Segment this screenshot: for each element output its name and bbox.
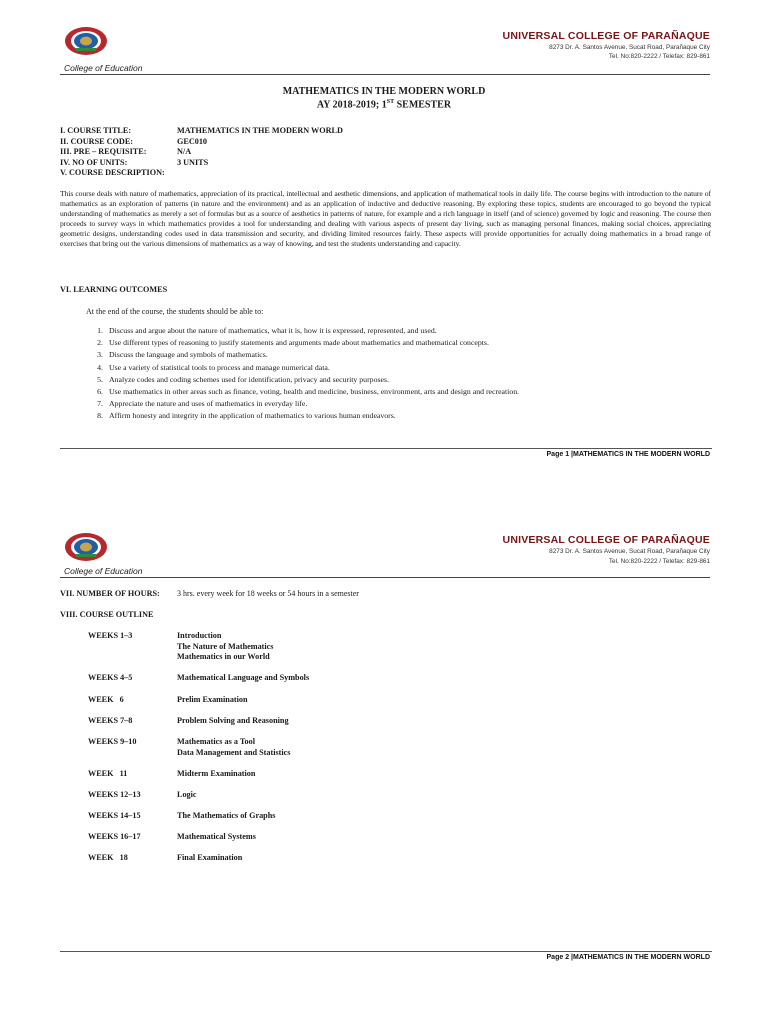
semester-label: SEMESTER — [394, 99, 452, 111]
topic: Final Examination — [177, 853, 243, 862]
academic-year: AY 2018-2019; 1 — [316, 99, 387, 111]
course-info-row — [60, 158, 343, 169]
weeks-label: WEEK 18 — [88, 853, 128, 862]
topics — [177, 769, 255, 780]
course-info-row — [60, 168, 343, 179]
list-item — [86, 374, 519, 386]
outcomes-intro: At the end of the course, the students should be able to: — [86, 307, 264, 316]
course-description: This course deals with nature of mathematics, appreciation of its practical, intellectual and aesthetic dimensions, and application of mathematical tools in daily life. The course begins with introduction to the nature of mathematics as an exploration of patterns (in nature and the environment) and as an application of inductive and deductive reasoning. By exploring these topics, students are encouraged to go beyond the typical understanding of mathematics as merely a set of formulas but as a source of aesthetics in patterns of nature, for example and a rich language in itself (and of science) governed by logic and reasoning. The course then proceeds to survey ways in which mathematics provides a tool for understanding and dealing with various aspects of present day living, such as managing personal finances, making social choices, appreciating geometric designs, understanding codes used in data transmission and security, and dividing limited resources fairly. These aspects will provide opportunities for actually doing mathematics in a broad range of exercises that bring out the various dimensions of mathematics as a way of knowing, and test the students understanding and capacity. — [60, 189, 711, 249]
weeks-label: WEEKS 16–17 — [88, 832, 141, 841]
weeks-label: WEEKS 4–5 — [88, 673, 133, 682]
topic: The Nature of Mathematics — [177, 641, 274, 651]
outcome-text: Discuss the language and symbols of mathematics. — [109, 350, 268, 360]
course-info-table — [60, 126, 343, 179]
weeks-label: WEEKS 1–3 — [88, 631, 133, 640]
topic: Midterm Examination — [177, 769, 256, 778]
course-code-label: II. COURSE CODE: — [60, 136, 134, 146]
course-title-label: I. COURSE TITLE: — [60, 126, 132, 135]
footer-divider — [60, 951, 712, 952]
topic: Mathematical Language and Symbols — [177, 673, 310, 682]
topic: Logic — [177, 790, 197, 799]
footer-divider — [60, 448, 712, 449]
learning-outcomes-list — [86, 325, 519, 423]
page-footer: Page 1 |MATHEMATICS IN THE MODERN WORLD — [546, 451, 710, 458]
topic: Prelim Examination — [177, 695, 248, 704]
college-seal-logo — [64, 26, 108, 56]
course-description-label: V. COURSE DESCRIPTION: — [60, 168, 165, 178]
list-item — [86, 410, 519, 422]
outcome-number: 4. — [97, 362, 103, 372]
prerequisite-value: N/A — [177, 147, 192, 157]
outcome-number: 2. — [97, 338, 103, 348]
university-name: UNIVERSAL COLLEGE OF PARAÑAQUE — [502, 30, 710, 42]
weeks-label: WEEKS 12–13 — [88, 790, 141, 799]
outcome-number: 3. — [97, 350, 103, 360]
university-name: UNIVERSAL COLLEGE OF PARAÑAQUE — [502, 534, 710, 546]
academic-year-line — [0, 99, 768, 110]
list-item — [86, 325, 519, 337]
page-2 — [0, 500, 768, 1024]
outcome-number: 5. — [97, 374, 103, 384]
outcome-text: Affirm honesty and integrity in the application of mathematics to various human endeavors. — [109, 411, 396, 421]
document-title: MATHEMATICS IN THE MODERN WORLD — [282, 86, 486, 97]
course-outline-heading: VIII. COURSE OUTLINE — [60, 610, 154, 619]
list-item — [86, 398, 519, 410]
topic: Data Management and Statistics — [177, 747, 291, 757]
course-title-value: MATHEMATICS IN THE MODERN WORLD — [177, 126, 343, 135]
university-address: 8273 Dr. A. Santos Avenue, Sucat Road, Parañaque City — [549, 44, 710, 51]
university-contact: Tel. No:820-2222 / Telefax: 829-861 — [608, 53, 710, 60]
weeks-label: WEEK 6 — [88, 695, 124, 704]
topic: Introduction — [177, 631, 222, 640]
topic: The Mathematics of Graphs — [177, 811, 276, 820]
topics — [177, 853, 242, 864]
course-info-row — [60, 147, 343, 158]
outcome-text: Discuss and argue about the nature of mathematics, what it is, how it is expressed, represented, and used. — [109, 326, 437, 335]
college-seal-logo — [64, 532, 108, 562]
outcome-text: Appreciate the nature and uses of mathematics in everyday life. — [109, 399, 308, 409]
weeks-label: WEEK 11 — [88, 769, 128, 778]
learning-outcomes-heading: VI. LEARNING OUTCOMES — [60, 285, 168, 294]
topics — [177, 631, 274, 663]
course-info-row — [60, 126, 343, 137]
topic: Mathematics in our World — [177, 652, 270, 662]
prerequisite-label: III. PRE – REQUISITE: — [60, 147, 147, 157]
outcome-number: 7. — [97, 399, 103, 409]
outcome-number: 6. — [97, 386, 103, 396]
college-label: College of Education — [64, 566, 143, 576]
number-of-hours-label: VII. NUMBER OF HOURS: — [60, 589, 160, 598]
course-info-row — [60, 137, 343, 148]
page-footer: Page 2 |MATHEMATICS IN THE MODERN WORLD — [546, 954, 710, 961]
topics — [177, 790, 197, 801]
topic: Mathematical Systems — [177, 832, 256, 841]
outcome-number: 1. — [97, 326, 103, 335]
list-item — [86, 337, 519, 349]
topics — [177, 832, 256, 843]
weeks-label: WEEKS 7–8 — [88, 716, 133, 725]
topics — [177, 737, 290, 758]
outcome-text: Use different types of reasoning to justify statements and arguments made about mathematics and mathematical concepts. — [109, 338, 489, 348]
topic: Mathematics as a Tool — [177, 737, 256, 746]
university-contact: Tel. No:820-2222 / Telefax: 829-861 — [608, 558, 710, 565]
topics — [177, 811, 275, 822]
topic: Problem Solving and Reasoning — [177, 716, 289, 725]
outcome-text: Use mathematics in other areas such as finance, voting, health and medicine, business, environment, arts and design and recreation. — [109, 386, 520, 396]
units-label: IV. NO OF UNITS: — [60, 157, 128, 167]
weeks-label: WEEKS 9–10 — [88, 737, 137, 746]
header-divider — [60, 74, 710, 75]
topics — [177, 716, 289, 727]
outcome-text: Use a variety of statistical tools to process and manage numerical data. — [109, 362, 330, 372]
page-1 — [0, 0, 768, 500]
ordinal-suffix: ST — [386, 99, 395, 105]
course-code-value: GEC010 — [177, 136, 208, 146]
topics — [177, 673, 309, 684]
list-item — [86, 362, 519, 374]
header-divider — [60, 577, 710, 578]
number-of-hours-value: 3 hrs. every week for 18 weeks or 54 hours in a semester — [177, 589, 359, 598]
outcome-number: 8. — [97, 411, 103, 421]
college-label: College of Education — [64, 63, 143, 73]
list-item — [86, 386, 519, 398]
list-item — [86, 349, 519, 361]
university-address: 8273 Dr. A. Santos Avenue, Sucat Road, Parañaque City — [549, 548, 710, 555]
units-value: 3 UNITS — [177, 157, 209, 167]
topics — [177, 695, 248, 706]
outcome-text: Analyze codes and coding schemes used for identification, privacy and security purposes. — [109, 374, 389, 384]
weeks-label: WEEKS 14–15 — [88, 811, 141, 820]
